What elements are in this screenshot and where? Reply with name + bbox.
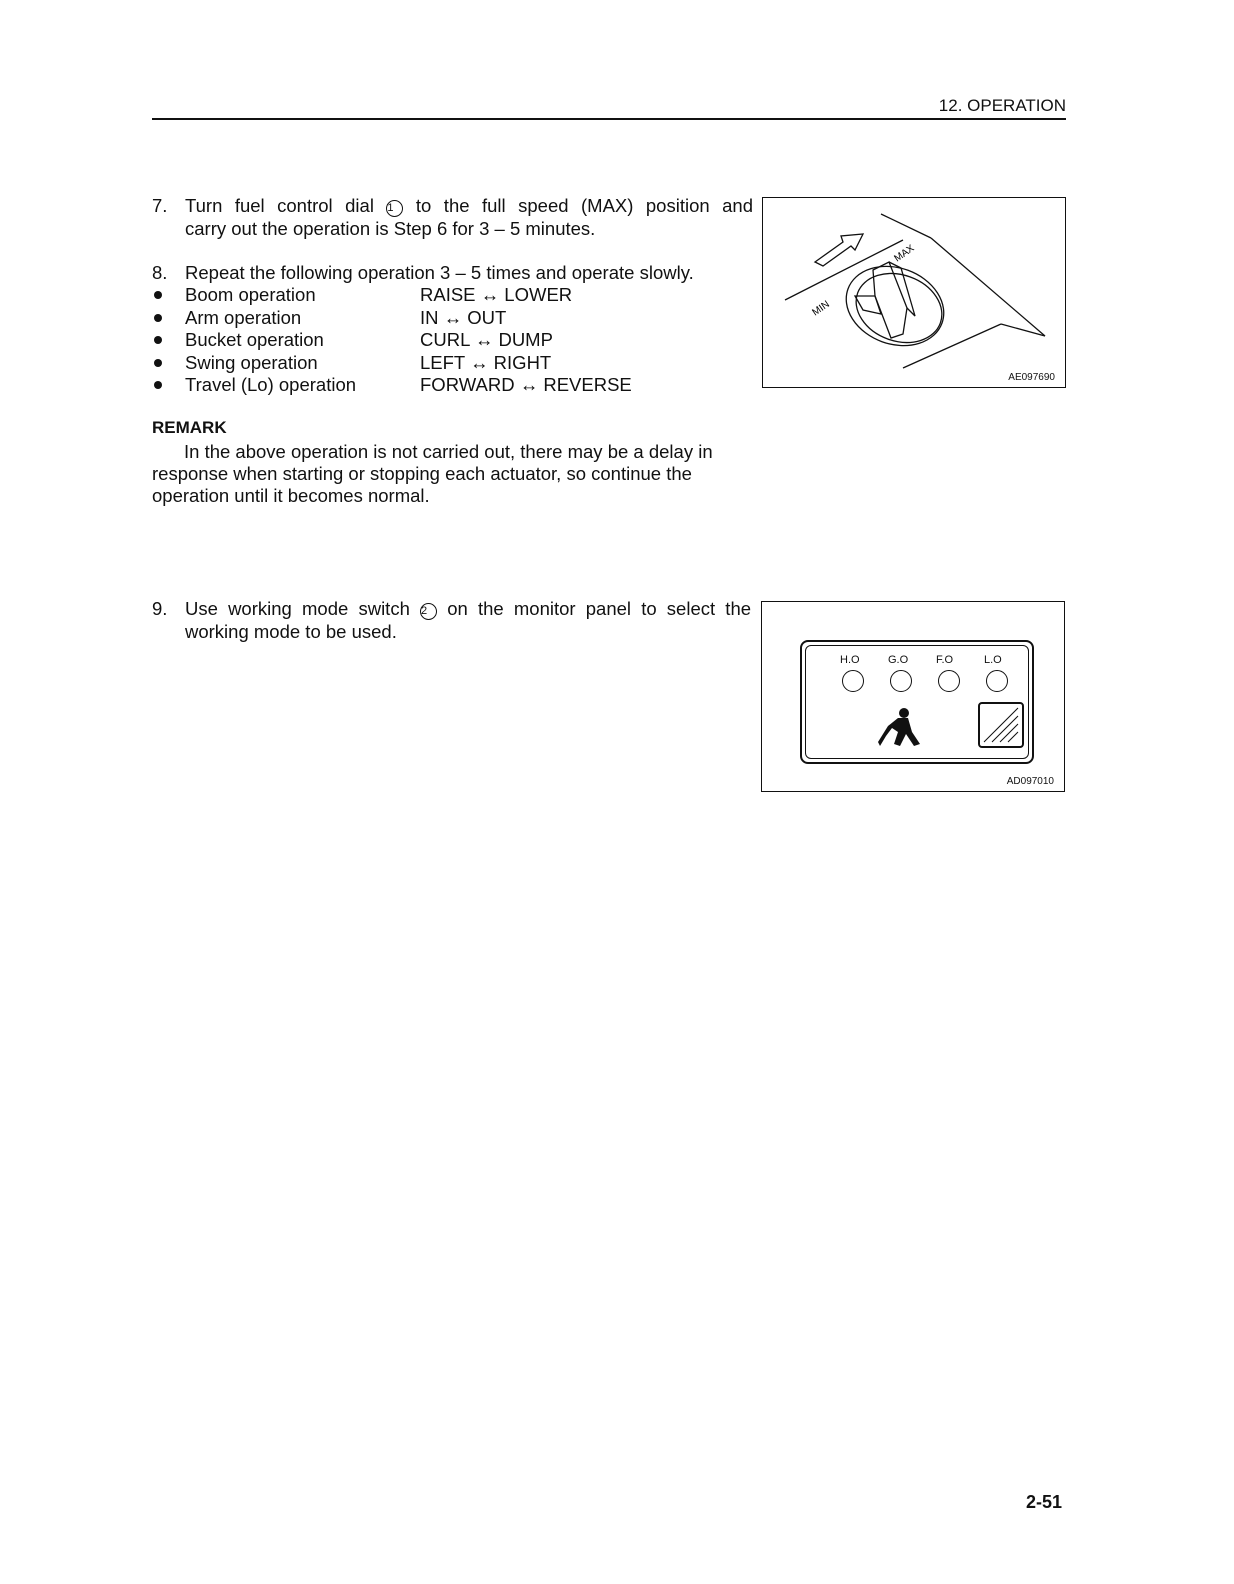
mode-label-ho: H.O <box>840 654 860 666</box>
mode-label-fo: F.O <box>936 654 954 666</box>
mode-lamp-fo <box>938 670 960 692</box>
step-7-text <box>185 195 753 240</box>
operation-action-boom: RAISE ↔ LOWER <box>420 284 573 305</box>
page-number: 2-51 <box>1025 1492 1062 1512</box>
bullet-icon <box>154 381 162 389</box>
bullet-icon <box>154 336 162 344</box>
step-8-number: 8. <box>152 262 168 283</box>
mode-lamp-lo <box>986 670 1008 692</box>
operation-name-swing: Swing operation <box>185 352 318 373</box>
section-title: 12. OPERATION <box>938 96 1066 115</box>
panel-frame <box>800 640 1034 764</box>
mode-label-lo: L.O <box>984 654 1002 666</box>
worker-icon <box>878 706 922 748</box>
step-7-line1-rest: to the full speed (MAX) position and <box>415 195 753 216</box>
operation-name-arm: Arm operation <box>185 307 302 328</box>
monitor-panel-figure <box>761 601 1065 792</box>
operation-name-travel: Travel (Lo) operation <box>185 374 357 395</box>
step-8-text: Repeat the following operation 3 – 5 times and operate slowly. <box>185 262 694 283</box>
step-9-text <box>185 598 751 643</box>
mode-lamp-ho <box>842 670 864 692</box>
operation-name-boom: Boom operation <box>185 284 316 305</box>
dial-min-label: MIN <box>810 298 832 319</box>
operation-action-travel: FORWARD ↔ REVERSE <box>420 374 632 395</box>
step-9-line1: Use working mode switch <box>185 598 410 619</box>
mode-lamp-go <box>890 670 912 692</box>
bullet-icon <box>154 314 162 322</box>
remark-body: In the above operation is not carried out, there may be a delay in response when starting or stopping each actuator, so continue the operation until it becomes normal. <box>152 441 713 506</box>
bullet-icon <box>154 291 162 299</box>
step-7-line2: carry out the operation is Step 6 for 3 – 5 minutes. <box>185 217 596 239</box>
operation-action-arm: IN ↔ OUT <box>420 307 507 328</box>
operation-name-bucket: Bucket operation <box>185 329 324 350</box>
step-9-line1-rest: on the monitor panel to select the <box>447 598 752 619</box>
step-9-number: 9. <box>152 598 168 619</box>
working-mode-switch <box>978 702 1024 748</box>
figure-code: AE097690 <box>1008 372 1055 383</box>
page-header <box>152 96 1066 120</box>
bullet-icon <box>154 359 162 367</box>
fuel-dial-figure <box>762 197 1066 388</box>
remark-title: REMARK <box>152 418 227 437</box>
step-7-line1: Turn fuel control dial <box>185 195 374 216</box>
fuel-control-dial-icon <box>763 198 1065 387</box>
mode-label-go: G.O <box>888 654 909 666</box>
dial-max-label: MAX <box>892 243 917 265</box>
operation-action-swing: LEFT ↔ RIGHT <box>420 352 552 373</box>
step-7-number: 7. <box>152 195 168 216</box>
operation-action-bucket: CURL ↔ DUMP <box>420 329 553 350</box>
callout-2-icon: 2 <box>420 603 437 620</box>
step-9-line2: working mode to be used. <box>185 620 397 642</box>
figure-code: AD097010 <box>1006 776 1054 787</box>
callout-1-icon: 1 <box>386 200 403 217</box>
